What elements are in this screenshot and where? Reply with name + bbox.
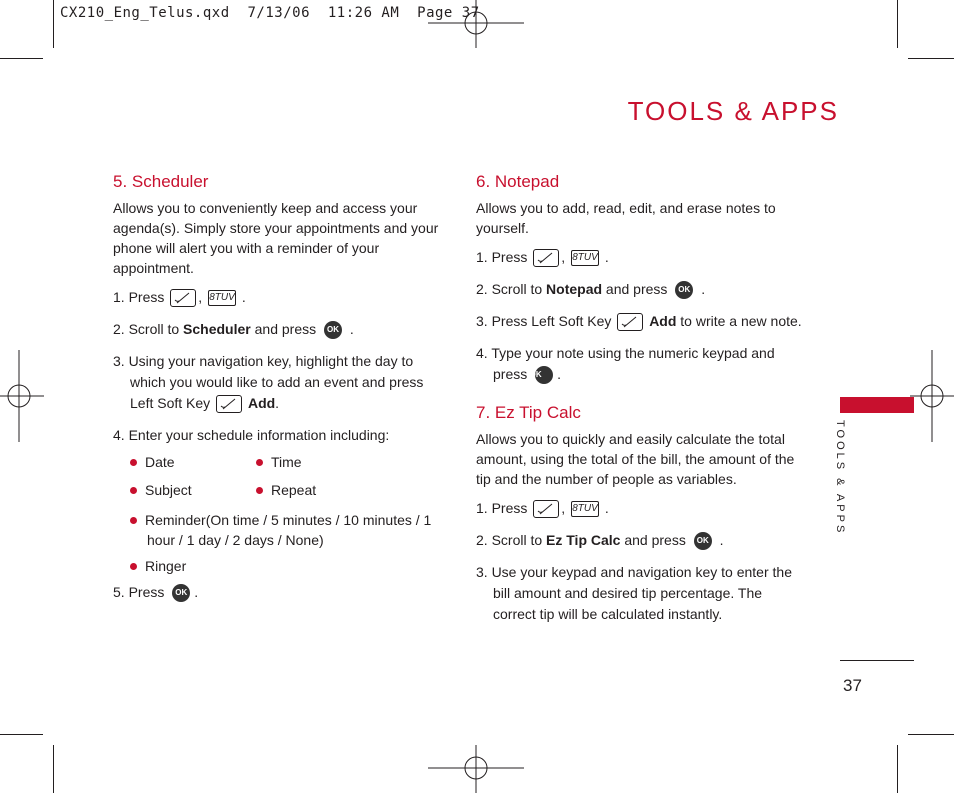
punct: . (557, 366, 562, 382)
page-number-rule (840, 660, 914, 661)
step-1 (476, 498, 806, 519)
bullet-icon (256, 459, 263, 466)
step-text: 4. Type your note using the numeric keypad and press (476, 345, 775, 382)
step-2 (476, 530, 806, 551)
step-text: 3. Using your navigation key, highlight the day to which you would like to add an event and press Left Soft Key (113, 353, 424, 411)
section-tab-marker (840, 397, 914, 413)
crop-mark (53, 745, 54, 793)
key-8-icon: 8TUV (571, 501, 599, 517)
crop-mark (908, 734, 954, 735)
bullet-icon (130, 563, 137, 570)
crop-mark (897, 0, 898, 48)
section-intro: Allows you to quickly and easily calculate the total amount, using the total of the bill, the amount of the tip and the number of people as variables. (476, 431, 795, 487)
punct: . (604, 500, 609, 516)
punct: , (198, 289, 203, 305)
eztip-section (476, 403, 806, 625)
left-soft-key-icon (533, 249, 559, 267)
ok-key-icon: OK (694, 532, 712, 550)
page-title: TOOLS & APPS (627, 96, 839, 126)
left-soft-key-icon (216, 395, 242, 413)
key-8-icon: 8TUV (571, 250, 599, 266)
section-heading: 7. Ez Tip Calc (476, 403, 581, 422)
registration-mark (0, 350, 44, 442)
menu-name: Scheduler (183, 321, 251, 337)
bullet-icon (130, 487, 137, 494)
menu-name: Add (247, 395, 276, 411)
punct: . (604, 249, 609, 265)
ok-key-icon: OK (675, 281, 693, 299)
step-text: and press (624, 532, 686, 548)
section-intro: Allows you to conveniently keep and access your agenda(s). Simply store your appointments and your phone will alert you with a reminder of your appointment. (113, 200, 439, 276)
step-3 (113, 351, 443, 414)
menu-name: Ez Tip Calc (546, 532, 621, 548)
bullet-text: Ringer (145, 558, 187, 574)
bullet-item (113, 558, 443, 574)
bullet-item (130, 454, 175, 470)
step-2 (113, 319, 443, 340)
bullet-text: Date (145, 454, 175, 470)
step-1 (476, 247, 806, 268)
bullet-item (130, 482, 192, 498)
section-heading: 6. Notepad (476, 172, 560, 191)
step-3: 3. Use your keypad and navigation key to enter the bill amount and desired tip percentage. The correct tip will be calculated instantly. (476, 564, 792, 622)
step-5 (113, 582, 443, 603)
step-text: 2. Scroll to (113, 321, 180, 337)
punct: . (719, 532, 724, 548)
bullet-text: Subject (145, 482, 192, 498)
step-4 (476, 343, 803, 385)
menu-name: Add (649, 313, 677, 329)
step-2 (476, 279, 806, 300)
bullet-item (113, 510, 443, 550)
bullet-item (256, 454, 302, 470)
step-4: 4. Enter your schedule information including: (113, 427, 390, 443)
ok-key-icon: OK (172, 584, 190, 602)
step-text: and press (254, 321, 317, 337)
left-soft-key-icon (617, 313, 643, 331)
step-text: 1. Press (113, 289, 165, 305)
step-text: 2. Scroll to (476, 281, 543, 297)
crop-mark (897, 745, 898, 793)
crop-mark (0, 734, 43, 735)
bullet-text: Time (271, 454, 302, 470)
punct: , (561, 500, 566, 516)
bullet-icon (256, 487, 263, 494)
step-text: 2. Scroll to (476, 532, 543, 548)
bullet-item (256, 482, 316, 498)
crop-mark (53, 0, 54, 48)
crop-mark (0, 58, 43, 59)
ok-key-icon: OK (535, 366, 553, 384)
punct: . (275, 395, 280, 411)
left-soft-key-icon (170, 289, 196, 307)
ok-key-icon: OK (324, 321, 342, 339)
bullet-text: Repeat (271, 482, 317, 498)
step-1 (113, 287, 443, 308)
bullet-icon (130, 459, 137, 466)
registration-mark (910, 350, 954, 442)
step-text: 1. Press (476, 249, 528, 265)
bullet-grid (113, 454, 443, 510)
punct: , (561, 249, 566, 265)
side-section-label: TOOLS & APPS (834, 420, 846, 536)
notepad-section (476, 172, 806, 385)
step-3 (476, 311, 806, 332)
bullet-icon (130, 517, 137, 524)
key-8-icon: 8TUV (208, 290, 236, 306)
page-number: 37 (843, 676, 862, 695)
scheduler-section (113, 172, 443, 603)
punct: . (349, 321, 354, 337)
punct: . (701, 281, 706, 297)
section-heading: 5. Scheduler (113, 172, 209, 191)
step-text: 3. Press Left Soft Key (476, 313, 612, 329)
step-text: 5. Press (113, 584, 165, 600)
crop-mark (908, 58, 954, 59)
bullet-text: Reminder(On time / 5 minutes / 10 minutes / 1 hour / 1 day / 2 days / None) (145, 512, 432, 548)
punct: . (241, 289, 246, 305)
menu-name: Notepad (546, 281, 603, 297)
punct: . (194, 584, 199, 600)
step-text: and press (605, 281, 668, 297)
step-text: 1. Press (476, 500, 528, 516)
section-intro: Allows you to add, read, edit, and erase notes to yourself. (476, 200, 776, 236)
file-slug: CX210_Eng_Telus.qxd 7/13/06 11:26 AM Page 37 (60, 5, 480, 21)
step-text: to write a new note. (680, 313, 802, 329)
registration-mark (428, 745, 524, 793)
left-soft-key-icon (533, 500, 559, 518)
